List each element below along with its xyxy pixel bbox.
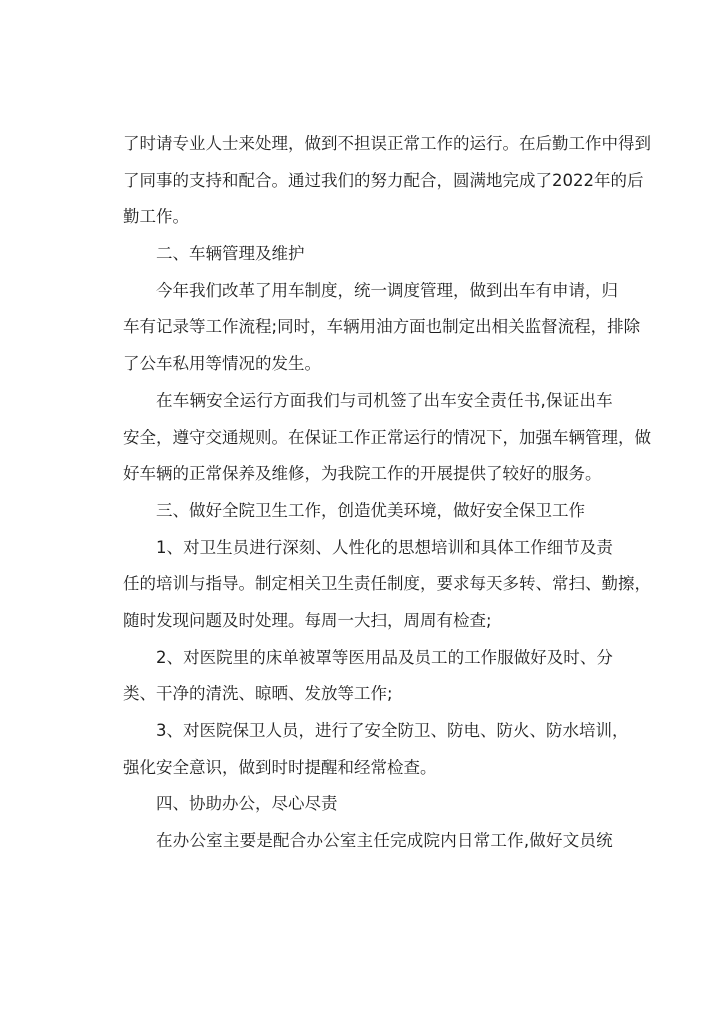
text-line: 强化安全意识，做到时时提醒和经常检查。 [123,757,437,777]
text-line: 3 、 对 医 院 保 卫 人 员 ， 进 行 了 安 全 防 卫 、 防 电 、 防 火 、 防 水 培 训 ， [156,721,629,740]
text-line: 类、干净的清洗、晾晒、发放等工作; [123,684,393,704]
text-line: 在 办 公 室 主 要 是 配 合 办 公 室 主 任 完 成 院 内 日 常 工 作 , 做 好 文 员 统 [156,831,613,851]
text-line: 2 、 对 医 院 里 的 床 单 被 罩 等 医 用 品 及 员 工 的 工 作 服 做 好 及 时 、 分 [156,647,613,667]
text-line: 任 的 培 训 与 指 导 。 制 定 相 关 卫 生 责 任 制 度 ， 要 求 每 天 多 转 、 常 扫 、 勤 擦 ， [123,574,651,594]
text-line: 了公车私用等情况的发生。 [123,354,321,374]
text-line: 今 年 我 们 改 革 了 用 车 制 度 ， 统 一 调 度 管 理 ， 做 到 出 车 有 申 请 ， 归 [156,280,618,300]
text-line: 二、车辆管理及维护 [156,244,305,264]
text-line: 勤工作。 [123,207,189,227]
text-line: 了 时 请 专 业 人 士 来 处 理 ， 做 到 不 担 误 正 常 工 作 的 运 行 。 在 后 勤 工 作 中 得 到 [123,134,651,153]
text-line: 了 同 事 的 支 持 和 配 合 。 通 过 我 们 的 努 力 配 合 ， 圆 满 地 完 成 了 2022 年 的 后 [123,170,644,190]
text-line: 四、协助办公，尽心尽责 [156,794,338,814]
text-line: 在 车 辆 安 全 运 行 方 面 我 们 与 司 机 签 了 出 车 安 全 责 任 书 , 保 证 出 车 [156,390,613,410]
text-line: 好车辆的正常保养及维修，为我院工作的开展提供了较好的服务。 [123,464,602,484]
document-body [123,126,651,860]
text-line: 车 有 记 录 等 工 作 流 程 ; 同 时 ， 车 辆 用 油 方 面 也 制 定 出 相 关 监 督 流 程 ， 排 除 [123,317,641,337]
text-line: 1 、 对 卫 生 员 进 行 深 刻 、 人 性 化 的 思 想 培 训 和 具 体 工 作 细 节 及 责 [156,537,613,557]
text-line: 三、做好全院卫生工作，创造优美环境，做好安全保卫工作 [156,500,585,520]
text-line: 安 全 ， 遵 守 交 通 规 则 。 在 保 证 工 作 正 常 运 行 的 情 况 下 ， 加 强 车 辆 管 理 ， 做 [123,427,651,447]
text-line: 随时发现问题及时处理。每周一大扫，周周有检查; [123,610,492,630]
